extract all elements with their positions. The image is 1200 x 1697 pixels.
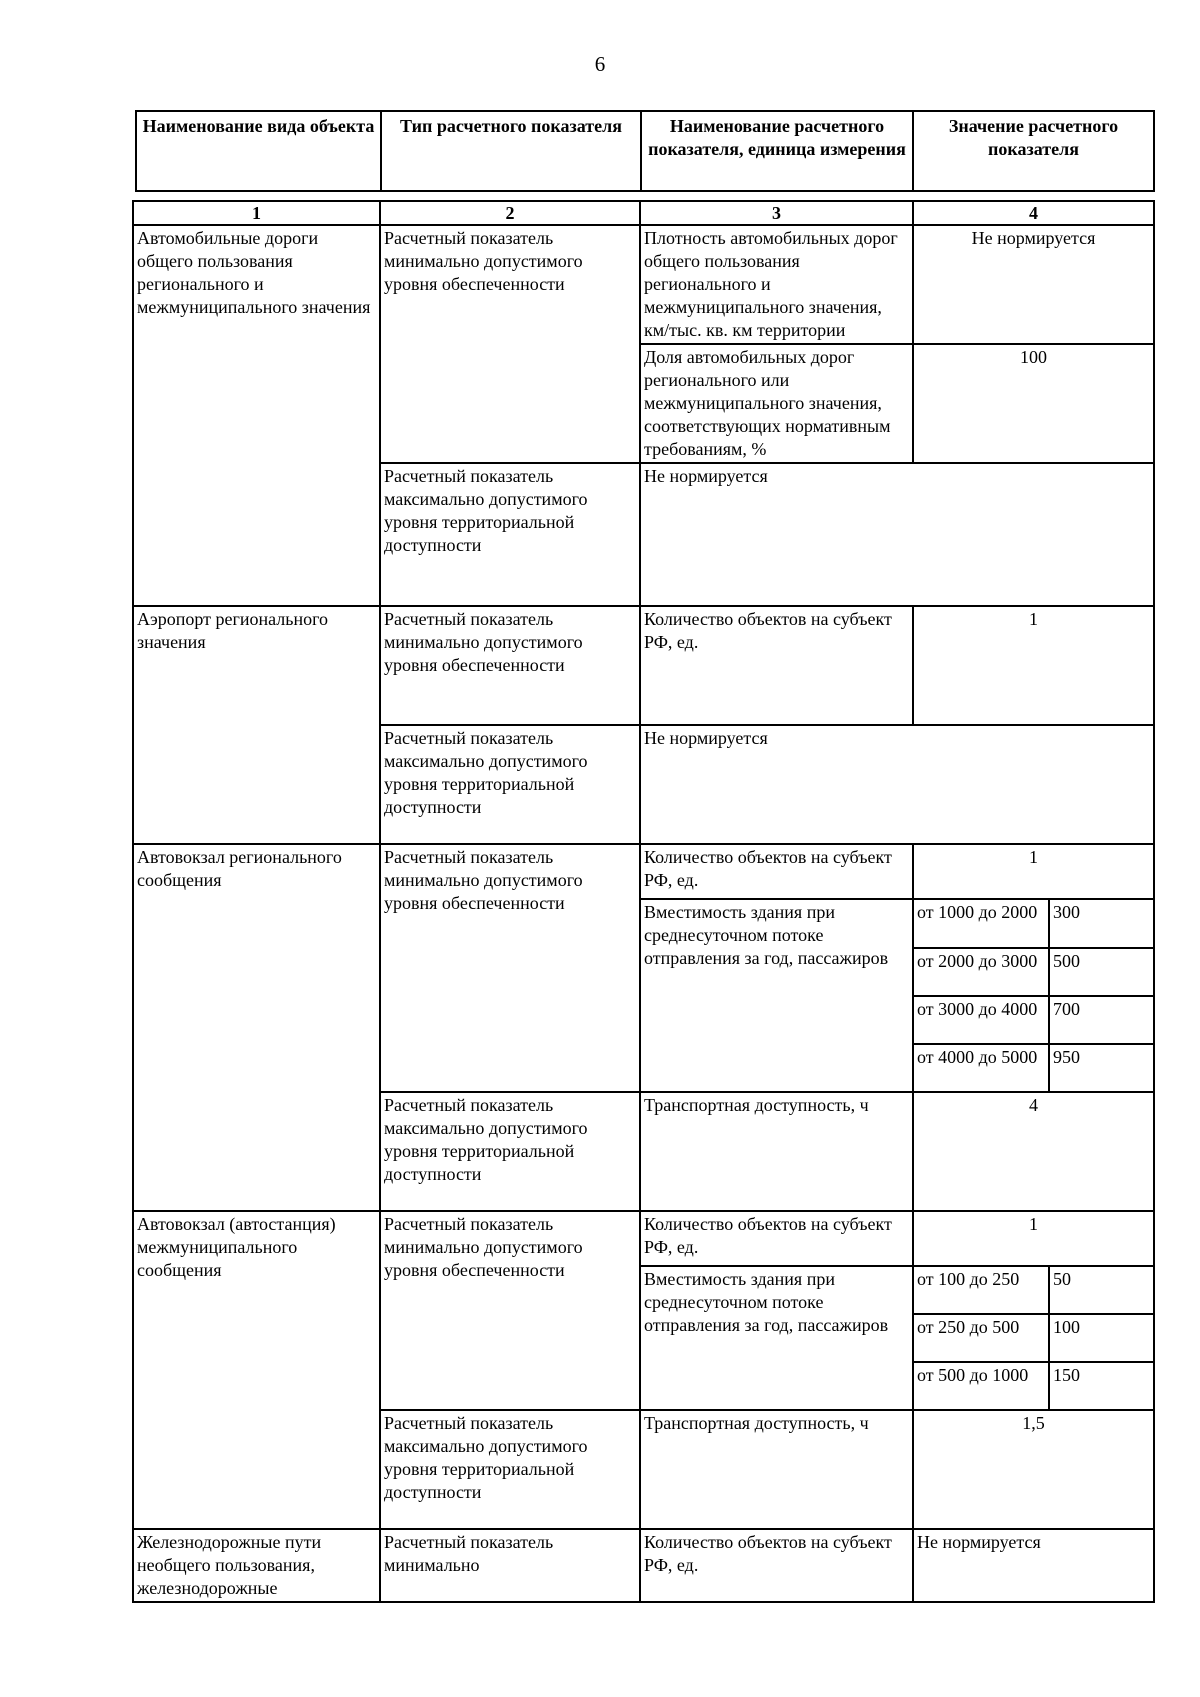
indicator-value: 1 xyxy=(913,606,1154,725)
indicator-value: Не нормируется xyxy=(913,225,1154,344)
table-row xyxy=(133,225,1154,344)
object-name: Автовокзал регионального сообщения xyxy=(133,844,380,1211)
range-cell: от 2000 до 3000 xyxy=(913,948,1049,996)
indicator-value: Не нормируется xyxy=(640,463,1154,606)
range-value: 50 xyxy=(1049,1266,1154,1314)
indicator-type: Расчетный показатель минимально допустимого уровня обеспеченности xyxy=(380,225,640,463)
indicator-name: Транспортная доступность, ч xyxy=(640,1092,913,1211)
indicator-value: 4 xyxy=(913,1092,1154,1211)
indicator-type: Расчетный показатель минимально xyxy=(380,1529,640,1602)
indicator-value: 1 xyxy=(913,844,1154,899)
col-number-2: 2 xyxy=(380,201,640,225)
header-table xyxy=(135,110,1155,192)
page-number: 6 xyxy=(594,52,606,76)
range-cell: от 500 до 1000 xyxy=(913,1362,1049,1410)
indicator-name: Количество объектов на субъект РФ, ед. xyxy=(640,844,913,899)
object-name: Автомобильные дороги общего пользования регионального и межмуниципального значения xyxy=(133,225,380,606)
table-row xyxy=(133,1211,1154,1266)
indicator-type: Расчетный показатель максимально допустимого уровня территориальной доступности xyxy=(380,463,640,606)
col-number-4: 4 xyxy=(913,201,1154,225)
indicator-name: Плотность автомобильных дорог общего пользования регионального и межмуниципального значения, км/тыс. кв. км территории xyxy=(640,225,913,344)
indicator-value: Не нормируется xyxy=(640,725,1154,844)
indicator-value: 1,5 xyxy=(913,1410,1154,1529)
range-cell: от 250 до 500 xyxy=(913,1314,1049,1362)
header-col-type: Тип расчетного показателя xyxy=(381,111,641,191)
object-name: Железнодорожные пути необщего пользования, железнодорожные xyxy=(133,1529,380,1602)
range-value: 300 xyxy=(1049,899,1154,948)
indicator-name: Количество объектов на субъект РФ, ед. xyxy=(640,1529,913,1602)
table-row xyxy=(133,844,1154,899)
indicator-type: Расчетный показатель максимально допустимого уровня территориальной доступности xyxy=(380,1092,640,1211)
indicator-type: Расчетный показатель минимально допустимого уровня обеспеченности xyxy=(380,844,640,1092)
indicator-value: Не нормируется xyxy=(913,1529,1154,1602)
main-table xyxy=(132,200,1155,1603)
range-value: 150 xyxy=(1049,1362,1154,1410)
range-value: 500 xyxy=(1049,948,1154,996)
indicator-name: Количество объектов на субъект РФ, ед. xyxy=(640,1211,913,1266)
indicator-type: Расчетный показатель минимально допустимого уровня обеспеченности xyxy=(380,1211,640,1410)
header-col-value: Значение расчетного показателя xyxy=(913,111,1154,191)
object-name: Автовокзал (автостанция) межмуниципального сообщения xyxy=(133,1211,380,1529)
range-value: 950 xyxy=(1049,1044,1154,1092)
indicator-name: Вместимость здания при среднесуточном потоке отправления за год, пассажиров xyxy=(640,899,913,1092)
indicator-value: 100 xyxy=(913,344,1154,463)
range-cell: от 1000 до 2000 xyxy=(913,899,1049,948)
table-row xyxy=(133,606,1154,725)
header-col-indicator: Наименование расчетного показателя, единица измерения xyxy=(641,111,913,191)
range-cell: от 100 до 250 xyxy=(913,1266,1049,1314)
indicator-type: Расчетный показатель максимально допустимого уровня территориальной доступности xyxy=(380,1410,640,1529)
range-value: 700 xyxy=(1049,996,1154,1044)
col-number-1: 1 xyxy=(133,201,380,225)
header-col-object: Наименование вида объекта xyxy=(136,111,381,191)
indicator-name: Доля автомобильных дорог регионального или межмуниципального значения, соответствующих нормативным требованиям, % xyxy=(640,344,913,463)
indicator-name: Количество объектов на субъект РФ, ед. xyxy=(640,606,913,725)
indicator-value: 1 xyxy=(913,1211,1154,1266)
col-number-3: 3 xyxy=(640,201,913,225)
table-row xyxy=(133,1529,1154,1602)
object-name: Аэропорт регионального значения xyxy=(133,606,380,844)
indicator-type: Расчетный показатель минимально допустимого уровня обеспеченности xyxy=(380,606,640,725)
range-cell: от 3000 до 4000 xyxy=(913,996,1049,1044)
column-number-row xyxy=(133,201,1154,225)
indicator-name: Транспортная доступность, ч xyxy=(640,1410,913,1529)
range-value: 100 xyxy=(1049,1314,1154,1362)
indicator-name: Вместимость здания при среднесуточном потоке отправления за год, пассажиров xyxy=(640,1266,913,1410)
indicator-type: Расчетный показатель максимально допустимого уровня территориальной доступности xyxy=(380,725,640,844)
range-cell: от 4000 до 5000 xyxy=(913,1044,1049,1092)
